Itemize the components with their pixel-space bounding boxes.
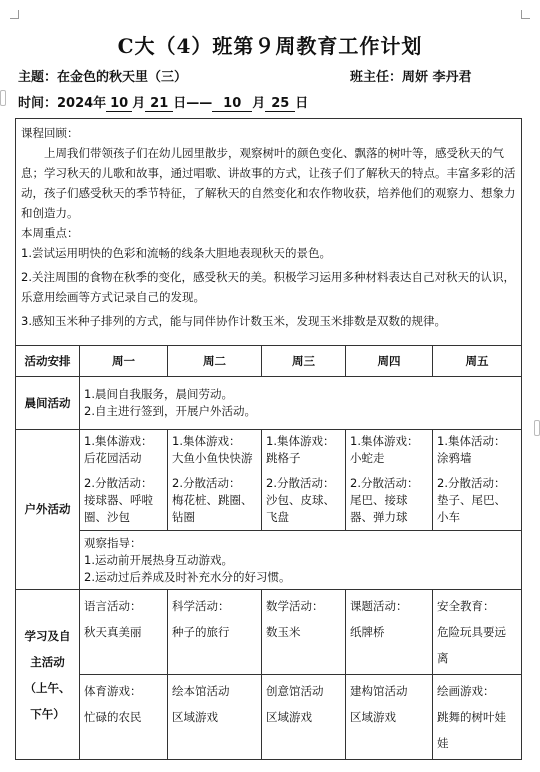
header-cell: 周五 bbox=[433, 346, 522, 377]
outdoor-day-cell bbox=[346, 430, 433, 531]
study-day-cell bbox=[168, 675, 262, 760]
group-game-label: 1.集体游戏： bbox=[266, 434, 335, 448]
morning-line: 2.自主进行签到，开展户外活动。 bbox=[84, 404, 256, 418]
study-day-cell bbox=[433, 675, 522, 760]
group-game: 跳格子 bbox=[266, 451, 301, 465]
free-activity: 尾巴、接球器、弹力球 bbox=[350, 493, 408, 524]
review-heading: 课程回顾： bbox=[21, 126, 79, 140]
date-line bbox=[18, 92, 518, 112]
study-day-cell bbox=[433, 590, 522, 675]
outdoor-row bbox=[16, 430, 522, 531]
activity-type: 课题活动： bbox=[350, 599, 408, 613]
free-activity: 垫子、尾巴、小车 bbox=[437, 493, 506, 524]
free-activity-label: 2.分散活动： bbox=[437, 476, 506, 490]
focus-heading: 本周重点： bbox=[21, 226, 79, 240]
free-activity-label: 2.分散活动： bbox=[350, 476, 419, 490]
study-day-cell bbox=[80, 675, 168, 760]
margin-handle bbox=[0, 90, 6, 106]
date-text: 月 bbox=[252, 96, 266, 111]
review-body: 上周我们带领孩子们在幼儿园里散步，观察树叶的颜色变化、飘落的树叶等，感受秋天的气息；学习秋天的儿歌和故事，通过唱歌、讲故事的方式，让孩子们了解秋天的特点。丰富多彩的活动，孩子们感受秋天的季节特征，了解秋天的自然变化和农作物收获，培养他们的观察力、想象力和创造力。 bbox=[21, 146, 516, 220]
header-cell: 周三 bbox=[262, 346, 346, 377]
row-label-line: 学习及自 bbox=[24, 628, 71, 643]
free-activity-label: 2.分散活动： bbox=[84, 476, 153, 490]
outdoor-day-cell bbox=[262, 430, 346, 531]
plan-table bbox=[15, 118, 522, 760]
activity-type: 语言活动： bbox=[84, 599, 142, 613]
activity-name: 纸牌桥 bbox=[350, 625, 385, 639]
date-prefix: 时间：2024年 bbox=[18, 96, 107, 111]
study-row bbox=[16, 590, 522, 675]
activity-name: 跳舞的树叶娃娃 bbox=[437, 710, 506, 750]
end-month: 10 bbox=[212, 96, 252, 112]
group-game-label: 1.集体活动： bbox=[437, 434, 506, 448]
row-label bbox=[16, 590, 80, 760]
study-day-cell bbox=[346, 590, 433, 675]
date-text: 日 bbox=[295, 96, 309, 111]
theme-line bbox=[18, 66, 518, 85]
group-game: 小蛇走 bbox=[350, 451, 385, 465]
row-label-line: 下午） bbox=[30, 706, 65, 721]
group-game: 大鱼小鱼快快游 bbox=[172, 451, 253, 465]
study-day-cell bbox=[80, 590, 168, 675]
header-cell: 活动安排 bbox=[16, 346, 80, 377]
row-label-line: 主活动 bbox=[30, 654, 65, 669]
group-game-label: 1.集体游戏： bbox=[84, 434, 153, 448]
group-game: 涂鸦墙 bbox=[437, 451, 472, 465]
outdoor-day-cell bbox=[433, 430, 522, 531]
study-day-cell bbox=[262, 590, 346, 675]
row-label: 晨间活动 bbox=[16, 377, 80, 430]
observation-guide-cell bbox=[80, 531, 522, 590]
guide-line: 1.运动前开展热身互动游戏。 bbox=[84, 552, 233, 567]
start-month: 10 bbox=[106, 96, 132, 112]
page-corner-mark bbox=[521, 10, 530, 19]
activity-name: 种子的旅行 bbox=[172, 625, 230, 639]
group-game-label: 1.集体游戏： bbox=[350, 434, 419, 448]
study-day-cell bbox=[168, 590, 262, 675]
activity-name: 秋天真美丽 bbox=[84, 625, 142, 639]
header-cell: 周一 bbox=[80, 346, 168, 377]
observation-row bbox=[16, 531, 522, 590]
start-day: 21 bbox=[145, 96, 173, 112]
free-activity: 梅花桩、跳圈、钻圈 bbox=[172, 493, 253, 524]
activity-name: 区域游戏 bbox=[172, 710, 218, 724]
group-game: 后花园活动 bbox=[84, 451, 142, 465]
free-activity: 接球器、呼啦圈、沙包 bbox=[84, 493, 153, 524]
focus-point: 3.感知玉米种子排列的方式，能与同伴协作计数玉米，发现玉米排数是双数的规律。 bbox=[21, 314, 446, 328]
activity-name: 区域游戏 bbox=[266, 710, 312, 724]
morning-line: 1.晨间自我服务，晨间劳动。 bbox=[84, 387, 233, 401]
study-day-cell bbox=[346, 675, 433, 760]
course-review-cell bbox=[16, 119, 522, 346]
activity-name: 区域游戏 bbox=[350, 710, 396, 724]
activity-type: 绘本馆活动 bbox=[172, 684, 230, 698]
focus-point: 2.关注周围的食物在秋季的变化，感受秋天的美。积极学习运用多种材料表达自己对秋天的认识，乐意用绘画等方式记录自己的发现。 bbox=[21, 270, 515, 304]
activity-type: 安全教育： bbox=[437, 599, 495, 613]
focus-point: 1.尝试运用明快的色彩和流畅的线条大胆地表现秋天的景色。 bbox=[21, 246, 331, 260]
activity-type: 数学活动： bbox=[266, 599, 324, 613]
study-row-2 bbox=[16, 675, 522, 760]
teacher-label: 班主任：周妍 李丹君 bbox=[350, 70, 472, 85]
page-corner-mark bbox=[10, 10, 19, 19]
date-text: 日—— bbox=[173, 96, 213, 111]
guide-line: 2.运动过后养成及时补充水分的好习惯。 bbox=[84, 569, 291, 584]
margin-handle bbox=[534, 420, 540, 436]
header-cell: 周二 bbox=[168, 346, 262, 377]
row-label-line: （上午、 bbox=[24, 680, 71, 695]
free-activity-label: 2.分散活动： bbox=[266, 476, 335, 490]
activity-name: 危险玩具要远离 bbox=[437, 625, 506, 665]
activity-name: 忙碌的农民 bbox=[84, 710, 142, 724]
schedule-header-row bbox=[16, 346, 522, 377]
outdoor-day-cell bbox=[168, 430, 262, 531]
row-label: 户外活动 bbox=[16, 430, 80, 590]
activity-type: 建构馆活动 bbox=[350, 684, 408, 698]
study-day-cell bbox=[262, 675, 346, 760]
group-game-label: 1.集体游戏： bbox=[172, 434, 241, 448]
activity-type: 创意馆活动 bbox=[266, 684, 324, 698]
free-activity: 沙包、皮球、飞盘 bbox=[266, 493, 335, 524]
outdoor-day-cell bbox=[80, 430, 168, 531]
morning-content bbox=[80, 377, 522, 430]
date-text: 月 bbox=[132, 96, 146, 111]
header-cell: 周四 bbox=[346, 346, 433, 377]
free-activity-label: 2.分散活动： bbox=[172, 476, 241, 490]
guide-heading: 观察指导： bbox=[84, 535, 142, 550]
document-title: C大（4）班第９周教育工作计划 bbox=[117, 34, 423, 58]
activity-type: 体育游戏： bbox=[84, 684, 142, 698]
theme-label: 主题：在金色的秋天里（三） bbox=[18, 70, 188, 85]
morning-row bbox=[16, 377, 522, 430]
activity-type: 绘画游戏： bbox=[437, 684, 495, 698]
end-day: 25 bbox=[265, 96, 295, 112]
activity-name: 数玉米 bbox=[266, 625, 301, 639]
activity-type: 科学活动： bbox=[172, 599, 230, 613]
